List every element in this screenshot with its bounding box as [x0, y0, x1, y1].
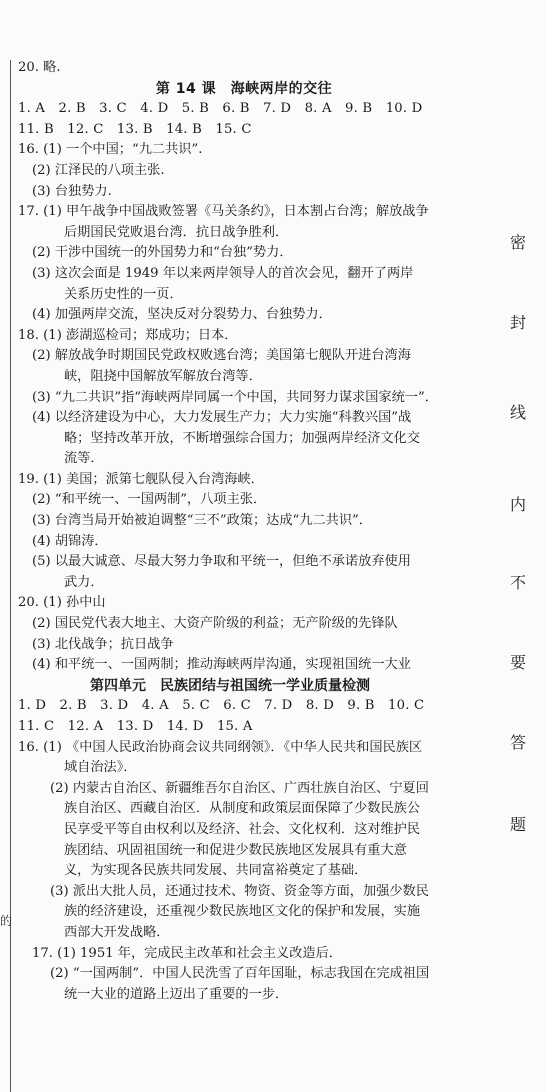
lesson14-q17-line: 关系历史性的一页．: [64, 286, 183, 302]
lesson14-q18-line: 峡，阻挠中国解放军解放台湾等．: [64, 368, 262, 384]
seal-notice-char: 内: [509, 495, 526, 514]
left-margin-rule: [10, 60, 11, 1092]
seal-notice-char: 封: [509, 313, 526, 332]
lesson14-q18-line: 18. (1) 澎湖巡检司；郑成功；日本．: [18, 327, 238, 343]
unit4-q16-line: 西部大开发战略．: [64, 924, 170, 940]
unit4-title: 第四单元 民族团结与祖国统一学业质量检测: [90, 677, 370, 694]
unit4-q17-line: 17. (1) 1951 年，完成民主改革和社会主义改造后．: [32, 945, 342, 961]
lesson14-choice-row2: 11. B 12. C 13. B 14. B 15. C: [18, 121, 252, 137]
lesson14-q19-line: 19. (1) 美国；派第七舰队侵入台湾海峡．: [18, 471, 264, 487]
unit4-q16-line: (2) 内蒙古自治区、新疆维吾尔自治区、广西壮族自治区、宁夏回: [50, 780, 429, 796]
seal-notice-char: 答: [509, 733, 526, 752]
lesson14-q20-line: (3) 北伐战争；抗日战争: [32, 636, 174, 652]
unit4-q17-line: 统一大业的道路上迈出了重要的一步．: [64, 986, 289, 1002]
unit4-q16-line: (3) 派出大批人员，还通过技术、物资、资金等方面，加强少数民: [50, 883, 429, 899]
lesson14-q20-line: (4) 和平统一、一国两制；推动海峡两岸沟通，实现祖国统一大业: [32, 657, 411, 673]
lesson14-q19-line: (3) 台湾当局开始被迫调整“三不”政策；达成“九二共识”．: [32, 513, 372, 529]
lesson14-choice-row1: 1. A 2. B 3. C 4. D 5. B 6. B 7. D 8. A 9. B 10. D: [18, 101, 423, 117]
lesson14-q18-line: (3) “九二共识”指“海峡两岸同属一个中国，共同努力谋求国家统一”．: [32, 389, 438, 405]
lesson14-q17-line: (2) 干涉中国统一的外国势力和“台独”势力．: [32, 245, 293, 261]
unit4-q16-line: 族自治区、西藏自治区．从制度和政策层面保障了少数民族公: [64, 801, 421, 817]
unit4-q16-line: 域自治法》．: [64, 760, 137, 776]
q20-prev-answer: 20. 略.: [18, 60, 61, 75]
lesson14-q17-line: 后期国民党败退台湾．抗日战争胜利．: [64, 224, 289, 240]
unit4-choice-row2: 11. C 12. A 13. D 14. D 15. A: [18, 719, 253, 734]
lesson14-q17-line: (3) 这次会面是 1949 年以来两岸领导人的首次会见，翻开了两岸: [32, 265, 414, 281]
unit4-q16-line: 民享受平等自由权利以及经济、社会、文化权利．这对维护民: [64, 821, 421, 837]
seal-notice-char: 密: [509, 233, 526, 252]
seal-notice-char: 题: [509, 815, 526, 834]
lesson14-q16-line: (3) 台独势力.: [32, 183, 112, 199]
lesson14-q18-line: 略；坚持改革开放，不断增强综合国力；加强两岸经济文化交: [64, 430, 421, 446]
lesson14-q17-line: (4) 加强两岸交流，坚决反对分裂势力、台独势力．: [32, 307, 332, 323]
unit4-q17-line: (2) “一国两制”．中国人民洗雪了百年国耻，标志我国在完成祖国: [50, 966, 430, 982]
lesson14-q19-line: (5) 以最大诚意、尽最大努力争取和平统一，但绝不承诺放弃使用: [32, 554, 411, 570]
lesson14-q17-line: 17. (1) 甲午战争中国战败签署《马关条约》，日本割占台湾；解放战争: [18, 204, 429, 220]
lesson14-q18-line: 流等．: [64, 451, 104, 467]
unit4-q16-line: 16. (1) 《中国人民政治协商会议共同纲领》．《中华人民共和国民族区: [18, 739, 423, 755]
unit4-q16-line: 义，为实现各民族共同发展、共同富裕奠定了基础．: [64, 863, 368, 879]
lesson14-q18-line: (4) 以经济建设为中心，大力发展生产力；大力实施“科教兴国”战: [32, 410, 412, 426]
unit4-q16-line: 族团结、巩固祖国统一和促进少数民族地区发展具有重大意: [64, 842, 407, 858]
seal-notice-char: 要: [509, 653, 526, 672]
lesson14-q20-line: (2) 国民党代表大地主、大资产阶级的利益；无产阶级的先锋队: [32, 616, 398, 632]
seal-notice-char: 不: [509, 573, 526, 592]
answer-page: [18, 58, 470, 1005]
lesson14-q19-line: (4) 胡锦涛．: [32, 533, 108, 549]
lesson14-q19-line: (2) “和平统一、一国两制”，八项主张．: [32, 492, 267, 508]
seal-notice-char: 线: [509, 403, 526, 422]
unit4-q16-line: 族的经济建设，还重视少数民族地区文化的保护和发展，实施: [64, 904, 421, 920]
lesson14-q20-line: 20. (1) 孙中山: [18, 595, 106, 611]
lesson14-q16-line: (2) 江泽民的八项主张.: [32, 162, 165, 178]
lesson14-q16-line: 16. (1) 一个中国；“九二共识”.: [18, 142, 203, 158]
left-margin-fragment: 的: [0, 914, 13, 928]
lesson14-title: 第 14 课 海峡两岸的交往: [155, 80, 333, 97]
lesson14-q18-line: (2) 解放战争时期国民党政权败逃台湾；美国第七舰队开进台湾海: [32, 348, 411, 364]
lesson14-q19-line: 武力．: [64, 574, 104, 590]
unit4-choice-row1: 1. D 2. B 3. D 4. A 5. C 6. C 7. D 8. D 9. B 10. C: [18, 698, 425, 714]
